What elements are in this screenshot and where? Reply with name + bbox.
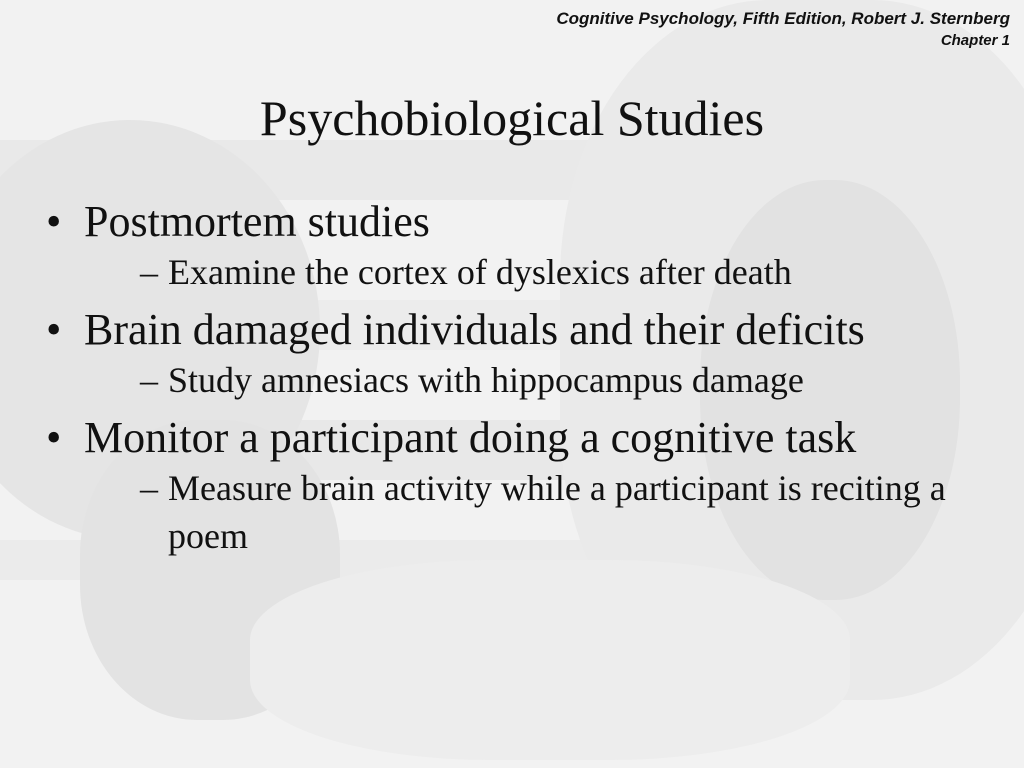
sub-bullet-text: Examine the cortex of dyslexics after death — [168, 252, 792, 292]
sub-bullet-item — [84, 248, 1004, 296]
sub-bullet-item — [84, 464, 1004, 560]
bullet-text: Brain damaged individuals and their deficits — [84, 305, 865, 354]
dash-icon: – — [140, 252, 158, 292]
bullet-icon: • — [46, 197, 62, 246]
bullet-icon: • — [46, 305, 62, 354]
bullet-text: Monitor a participant doing a cognitive task — [84, 413, 857, 462]
sub-bullet-item — [84, 356, 1004, 404]
slide-title: Psychobiological Studies — [259, 90, 765, 146]
bullet-item — [44, 412, 1004, 560]
dash-icon: – — [140, 360, 158, 400]
bullet-text: Postmortem studies — [84, 197, 430, 246]
dash-icon: – — [140, 468, 158, 508]
bullet-item — [44, 304, 1004, 404]
bullet-list — [44, 196, 1004, 568]
chapter-label: Chapter 1 — [940, 32, 1010, 49]
sub-bullet-text: Measure brain activity while a participant is reciting a poem — [168, 468, 946, 556]
bullet-icon: • — [46, 413, 62, 462]
book-title: Cognitive Psychology, Fifth Edition, Robert J. Sternberg — [556, 9, 1010, 28]
sub-bullet-text: Study amnesiacs with hippocampus damage — [168, 360, 804, 400]
slide-header — [556, 8, 1010, 52]
bullet-item — [44, 196, 1004, 296]
